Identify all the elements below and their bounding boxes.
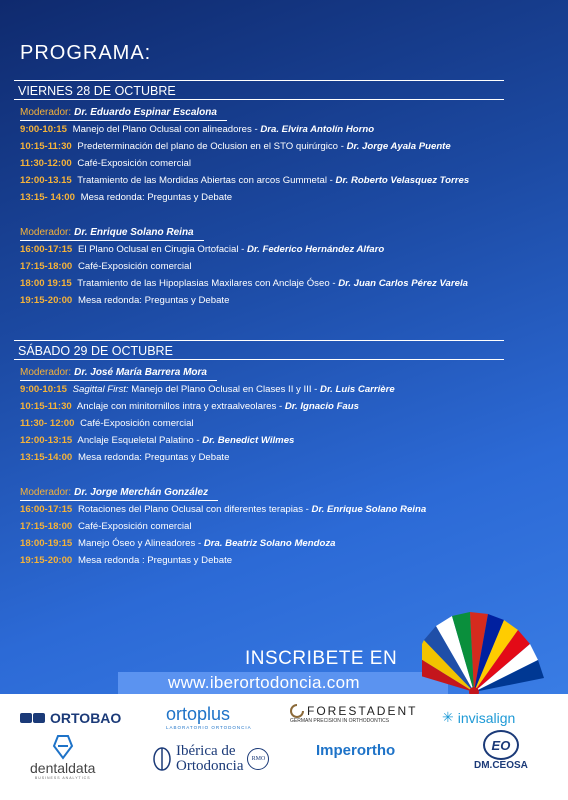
session-speaker: Dr. Roberto Velasquez Torres <box>335 175 470 186</box>
dentaldata-logo <box>30 734 95 780</box>
ortoplus-subtitle: LABORATORIO ORTODONCIA <box>166 725 252 730</box>
ortobao-logo <box>20 710 121 726</box>
iberica-label-2: Ortodoncia <box>176 758 244 774</box>
session-speaker: Dr. Benedict Wilmes <box>202 435 295 446</box>
session-row <box>20 292 504 309</box>
session-topic: Café-Exposición comercial <box>80 418 194 429</box>
session-speaker: Dr. Jorge Ayala Puente <box>346 141 451 152</box>
session-time: 10:15-11:30 <box>20 401 72 412</box>
session-topic: Rotaciones del Plano Oclusal con diferentes terapias - <box>77 504 309 515</box>
session-time: 12:00-13:15 <box>20 435 73 446</box>
imperortho-logo <box>316 742 395 759</box>
session-topic: Tratamiento de las Hipoplasias Maxilares con Anclaje Óseo - <box>77 278 336 289</box>
dentaldata-subtitle: BUSINESS ANALYTICS <box>34 776 91 780</box>
invisalign-label: invisalign <box>457 709 516 726</box>
moderator-line <box>20 485 218 501</box>
session-topic: Predeterminación del plano de Oclusion en el STO quirúrgico - <box>77 141 344 152</box>
dmceosa-logo <box>474 730 528 771</box>
session-topic: Manejo Óseo y Alineadores - <box>77 538 202 549</box>
session-row <box>20 518 504 535</box>
session-row <box>20 535 504 552</box>
session-time: 13:15-14:00 <box>20 452 73 463</box>
session-speaker: Dr. Federico Hernández Alfaro <box>247 244 385 255</box>
dentaldata-label: dentaldata <box>30 760 96 776</box>
forestadent-logo <box>290 704 417 724</box>
session-row <box>20 381 504 398</box>
flags-fan-icon <box>422 604 552 696</box>
sponsors-panel <box>0 694 568 800</box>
forestadent-icon <box>290 704 304 718</box>
session-time: 17:15-18:00 <box>20 521 73 532</box>
dmceosa-emblem-icon: EO <box>483 730 519 760</box>
session-block-afternoon <box>14 482 504 569</box>
session-time: 9:00-10:15 <box>20 124 67 135</box>
session-row <box>20 398 504 415</box>
iberica-logo <box>152 744 269 774</box>
moderator-label: Moderador: <box>20 227 72 238</box>
session-row <box>20 121 504 138</box>
moderator-line <box>20 105 227 121</box>
forestadent-label: FORESTADENT <box>307 704 418 718</box>
session-topic: Anclaje Esqueletal Palatino - <box>77 435 200 446</box>
iberica-icon <box>152 746 172 772</box>
ortobao-icon <box>20 711 46 725</box>
session-time: 9:00-10:15 <box>20 384 67 395</box>
register-heading: INSCRIBETE EN <box>245 648 398 669</box>
day-header: VIERNES 28 DE OCTUBRE <box>14 80 504 100</box>
moderator-label: Moderador: <box>20 367 72 378</box>
session-topic-emphasis: Sagittal First: <box>72 384 129 395</box>
session-time: 10:15-11:30 <box>20 141 72 152</box>
session-topic: Mesa redonda : Preguntas y Debate <box>77 555 233 566</box>
session-row <box>20 241 504 258</box>
session-topic: Tratamiento de las Mordidas Abiertas con arcos Gummetal - <box>77 175 333 186</box>
moderator-label: Moderador: <box>20 487 72 498</box>
session-time: 17:15-18:00 <box>20 261 73 272</box>
moderator-name: Dr. José María Barrera Mora <box>74 367 207 378</box>
imperortho-label: Imperortho <box>316 742 396 759</box>
day-header: SÁBADO 29 DE OCTUBRE <box>14 340 504 360</box>
session-topic: Manejo del Plano Oclusal con alineadores - <box>72 124 258 135</box>
session-topic: Café-Exposición comercial <box>77 158 191 169</box>
moderator-name: Dr. Eduardo Espinar Escalona <box>74 107 217 118</box>
session-speaker: Dr. Juan Carlos Pérez Varela <box>338 278 468 289</box>
session-row <box>20 501 504 518</box>
session-row <box>20 138 504 155</box>
session-speaker: Dra. Beatriz Solano Mendoza <box>203 538 336 549</box>
session-speaker: Dra. Elvira Antolín Horno <box>260 124 375 135</box>
session-topic: Mesa redonda: Preguntas y Debate <box>77 452 230 463</box>
session-row <box>20 415 504 432</box>
session-topic: El Plano Oclusal en Cirugia Ortofacial - <box>77 244 245 255</box>
moderator-label: Moderador: <box>20 107 72 118</box>
session-block-afternoon <box>14 222 504 309</box>
session-topic: Café-Exposición comercial <box>77 521 192 532</box>
session-topic: Manejo del Plano Oclusal en Clases II y III - <box>131 384 318 395</box>
moderator-name: Dr. Enrique Solano Reina <box>74 227 194 238</box>
moderator-name: Dr. Jorge Merchán González <box>74 487 209 498</box>
session-topic: Mesa redonda: Preguntas y Debate <box>77 295 230 306</box>
session-row <box>20 155 504 172</box>
iberica-label-1: Ibérica de <box>176 743 236 759</box>
session-row <box>20 552 504 569</box>
session-time: 19:15-20:00 <box>20 555 73 566</box>
ortoplus-label: ortoplus <box>166 704 231 724</box>
invisalign-logo <box>442 709 515 726</box>
session-block-morning <box>14 102 504 206</box>
session-time: 11:30-12:00 <box>20 158 72 169</box>
session-time: 11:30- 12:00 <box>20 418 75 429</box>
session-row <box>20 449 504 466</box>
session-time: 13:15- 14:00 <box>20 192 75 203</box>
moderator-line <box>20 225 204 241</box>
session-speaker: Dr. Ignacio Faus <box>284 401 359 412</box>
session-topic: Anclaje con minitornillos intra y extraalveolares - <box>76 401 283 412</box>
session-time: 16:00-17:15 <box>20 504 73 515</box>
session-speaker: Dr. Luis Carrière <box>320 384 395 395</box>
session-time: 18:00-19:15 <box>20 538 73 549</box>
session-row <box>20 258 504 275</box>
day-friday <box>14 80 504 309</box>
session-row <box>20 189 504 206</box>
dmceosa-label: DM.CEOSA <box>474 760 528 771</box>
rmo-badge: RMO <box>247 748 269 770</box>
forestadent-subtitle: GERMAN PRECISION IN ORTHODONTICS <box>290 718 390 724</box>
page-title: PROGRAMA: <box>20 42 152 64</box>
session-row <box>20 432 504 449</box>
session-time: 19:15-20:00 <box>20 295 73 306</box>
day-saturday <box>14 340 504 569</box>
dentaldata-icon <box>52 734 74 760</box>
session-row <box>20 172 504 189</box>
session-block-morning <box>14 362 504 466</box>
session-topic: Mesa redonda: Preguntas y Debate <box>80 192 233 203</box>
session-topic: Café-Exposición comercial <box>77 261 192 272</box>
register-url-link[interactable]: www.iberortodoncia.com <box>168 673 360 692</box>
session-time: 12:00-13.15 <box>20 175 72 186</box>
moderator-line <box>20 365 217 381</box>
session-time: 18:00 19:15 <box>20 278 72 289</box>
session-speaker: Dr. Enrique Solano Reina <box>311 504 427 515</box>
session-row <box>20 275 504 292</box>
session-time: 16:00-17:15 <box>20 244 73 255</box>
ortoplus-logo <box>166 704 252 730</box>
invisalign-star-icon: ✳ <box>442 709 454 725</box>
ortobao-label: ORTOBAO <box>50 710 122 726</box>
